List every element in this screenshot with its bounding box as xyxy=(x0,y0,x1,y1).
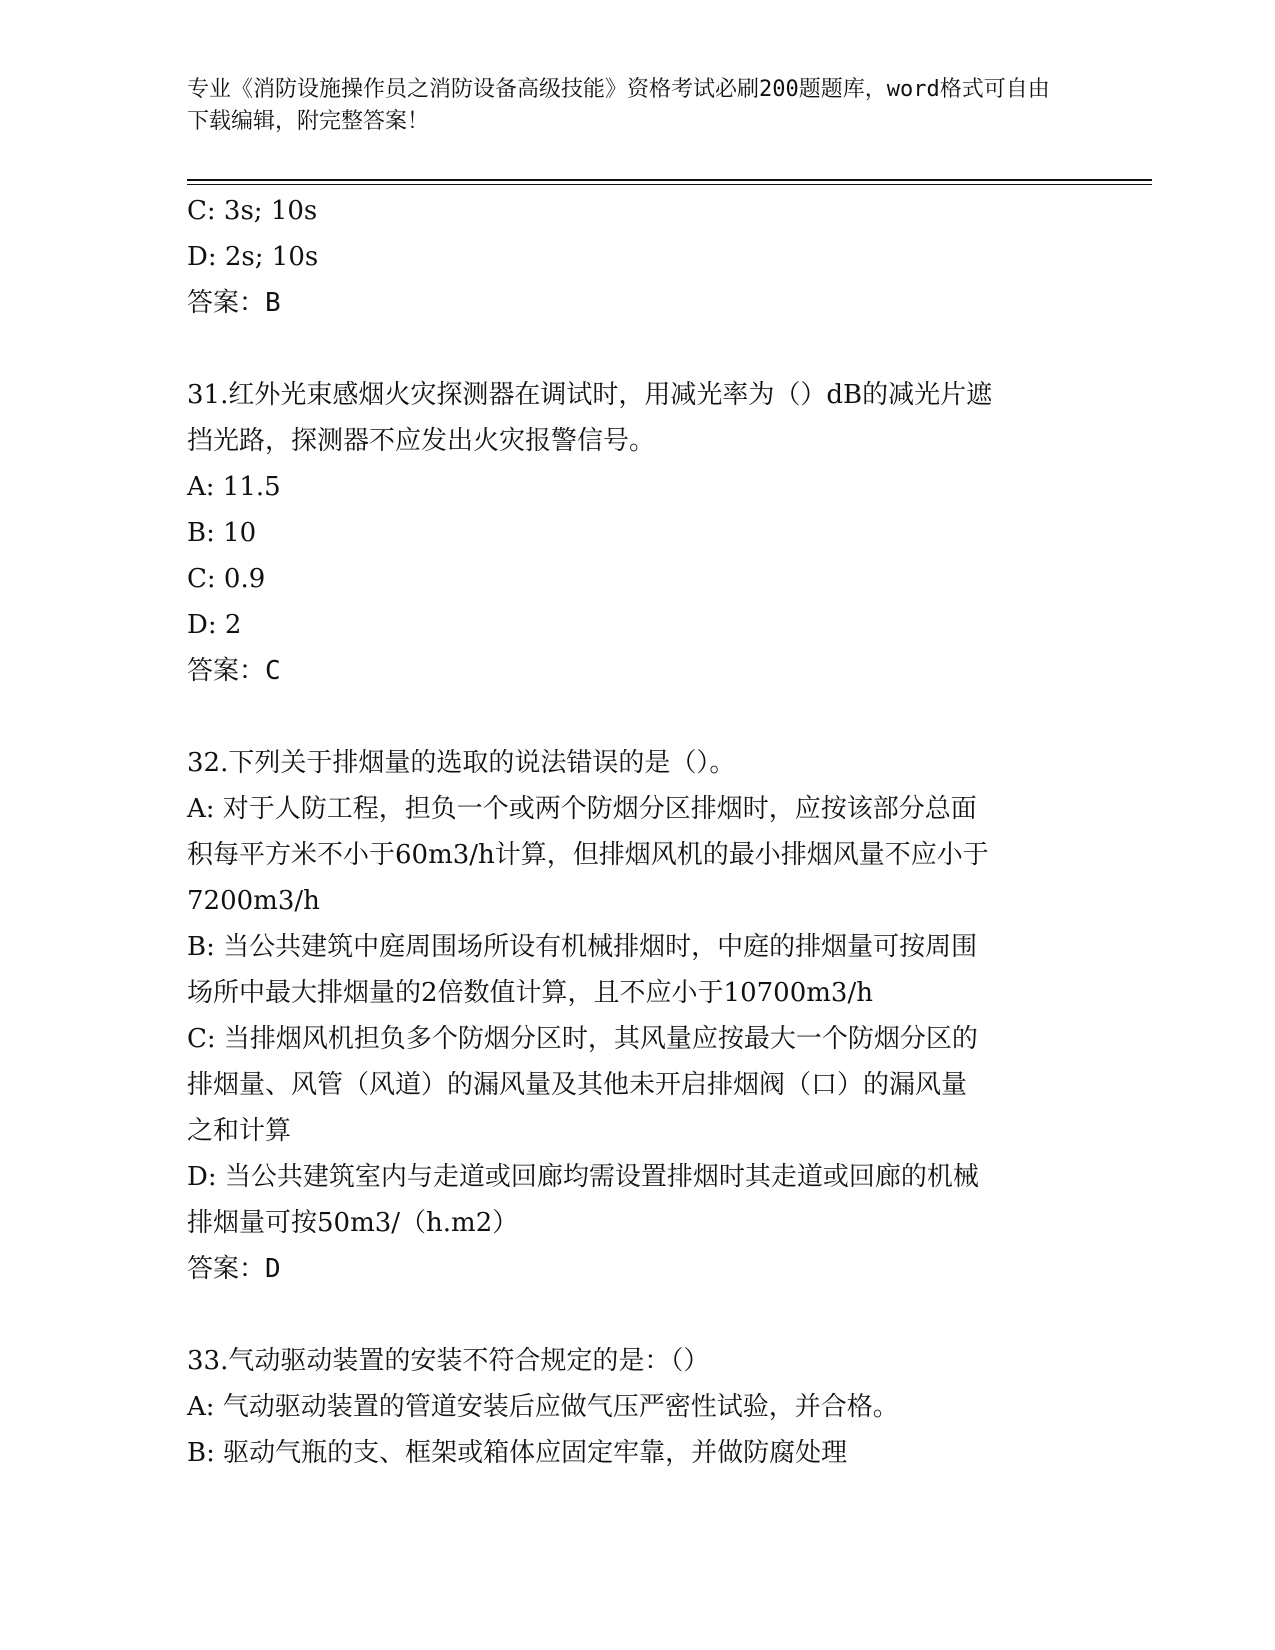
option-d: D: 2s; 10s xyxy=(187,242,319,272)
question-30-tail xyxy=(187,188,1087,326)
answer-value: B xyxy=(265,288,281,318)
option-a-continued: 7200m3/h xyxy=(187,886,320,916)
option-d: D: 2 xyxy=(187,610,242,640)
header-divider-thin xyxy=(187,184,1152,185)
question-stem: 31.红外光束感烟火灾探测器在调试时，用减光率为（）dB的减光片遮 xyxy=(187,380,993,410)
option-b: B: 当公共建筑中庭周围场所设有机械排烟时，中庭的排烟量可按周围 xyxy=(187,932,978,962)
document-header: 专业《消防设施操作员之消防设备高级技能》资格考试必刷200题题库，word格式可自由下载编辑，附完整答案！ xyxy=(187,77,1050,134)
answer-label: 答案： xyxy=(187,288,266,318)
option-a: A: 气动驱动装置的管道安装后应做气压严密性试验，并合格。 xyxy=(187,1392,899,1422)
answer-value: D xyxy=(265,1254,281,1284)
question-31 xyxy=(187,372,1087,694)
question-32 xyxy=(187,740,1087,1292)
question-33 xyxy=(187,1338,1087,1476)
option-d-continued: 排烟量可按50m3/（h.m2） xyxy=(187,1208,519,1238)
option-b: B: 驱动气瓶的支、框架或箱体应固定牢靠，并做防腐处理 xyxy=(187,1438,848,1468)
option-a: A: 对于人防工程，担负一个或两个防烟分区排烟时，应按该部分总面 xyxy=(187,794,977,824)
option-c-continued: 之和计算 xyxy=(187,1116,292,1146)
question-stem: 32.下列关于排烟量的选取的说法错误的是（）。 xyxy=(187,748,736,778)
option-a: A: 11.5 xyxy=(187,472,281,502)
header-divider-thick xyxy=(187,179,1152,181)
question-stem: 33.气动驱动装置的安装不符合规定的是：（） xyxy=(187,1346,710,1376)
option-d: D: 当公共建筑室内与走道或回廊均需设置排烟时其走道或回廊的机械 xyxy=(187,1162,979,1192)
option-c-continued: 排烟量、风管（风道）的漏风量及其他未开启排烟阀（口）的漏风量 xyxy=(187,1070,968,1100)
option-c: C: 0.9 xyxy=(187,564,266,594)
option-a-continued: 积每平方米不小于60m3/h计算，但排烟风机的最小排烟风量不应小于 xyxy=(187,840,989,870)
question-content xyxy=(187,188,1087,1476)
question-stem-continued: 挡光路，探测器不应发出火灾报警信号。 xyxy=(187,426,656,456)
answer-line xyxy=(187,1246,1087,1292)
answer-line xyxy=(187,280,1087,326)
answer-value: C xyxy=(265,656,281,686)
option-c: C: 3s; 10s xyxy=(187,196,318,226)
option-c: C: 当排烟风机担负多个防烟分区时，其风量应按最大一个防烟分区的 xyxy=(187,1024,978,1054)
answer-line xyxy=(187,648,1087,694)
option-b: B: 10 xyxy=(187,518,257,548)
answer-label: 答案： xyxy=(187,656,266,686)
answer-label: 答案： xyxy=(187,1254,266,1284)
option-b-continued: 场所中最大排烟量的2倍数值计算，且不应小于10700m3/h xyxy=(187,978,873,1008)
